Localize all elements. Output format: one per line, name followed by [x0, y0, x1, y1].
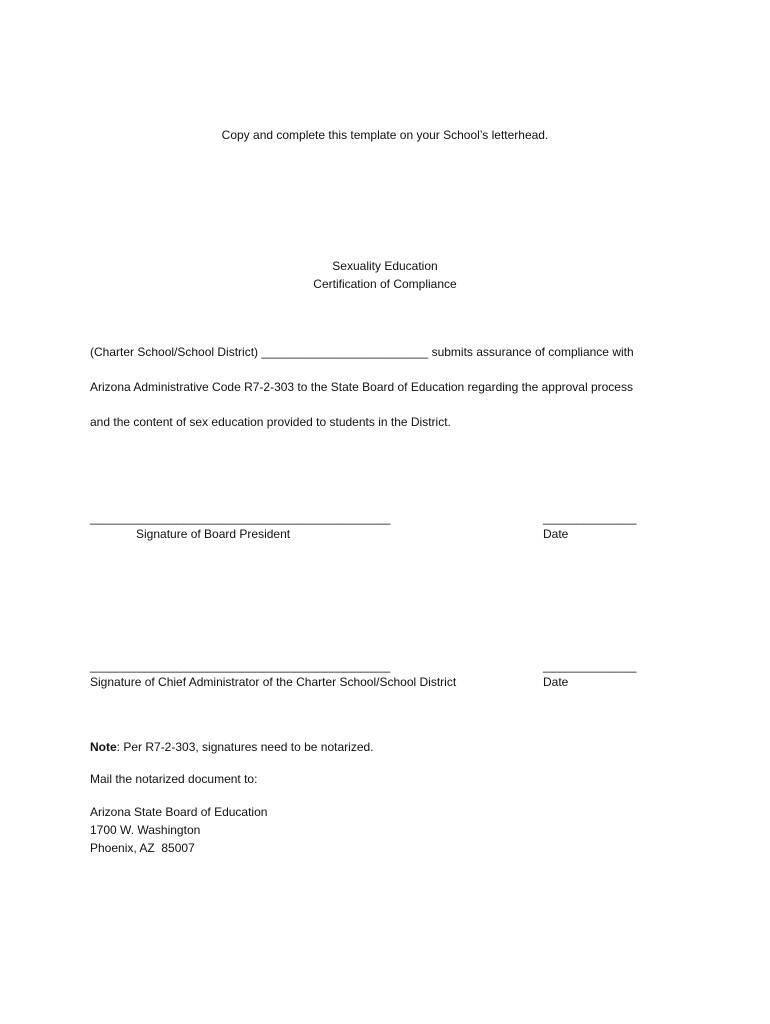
note-label: Note: [90, 740, 117, 754]
board-signature-line: _____________________________________________: [90, 511, 391, 525]
board-date-label: Date: [543, 527, 569, 541]
admin-date-line: ______________: [543, 659, 637, 673]
notarization-note: [90, 739, 374, 755]
statement-line-2: Arizona Administrative Code R7-2-303 to the State Board of Education regarding the approval process: [90, 380, 633, 394]
document-title: Sexuality Education: [332, 259, 438, 273]
mail-instruction: Mail the notarized document to:: [90, 772, 258, 786]
address-line-1: Arizona State Board of Education: [90, 805, 268, 819]
admin-date-label: Date: [543, 675, 569, 689]
note-text: : Per R7-2-303, signatures need to be notarized.: [116, 740, 374, 754]
address-line-3: Phoenix, AZ 85007: [90, 841, 195, 855]
admin-signature-label: Signature of Chief Administrator of the Charter School/School District: [90, 675, 457, 689]
admin-signature-line: _____________________________________________: [90, 659, 391, 673]
letterhead-instruction: Copy and complete this template on your School’s letterhead.: [221, 128, 549, 142]
board-date-line: ______________: [543, 511, 637, 525]
document-subtitle: Certification of Compliance: [313, 277, 457, 291]
board-signature-label: Signature of Board President: [136, 527, 291, 541]
statement-line-1: (Charter School/School District) _________________________ submits assurance of compliance with: [90, 345, 634, 359]
statement-line-3: and the content of sex education provided to students in the District.: [90, 415, 451, 429]
address-line-2: 1700 W. Washington: [90, 823, 201, 837]
